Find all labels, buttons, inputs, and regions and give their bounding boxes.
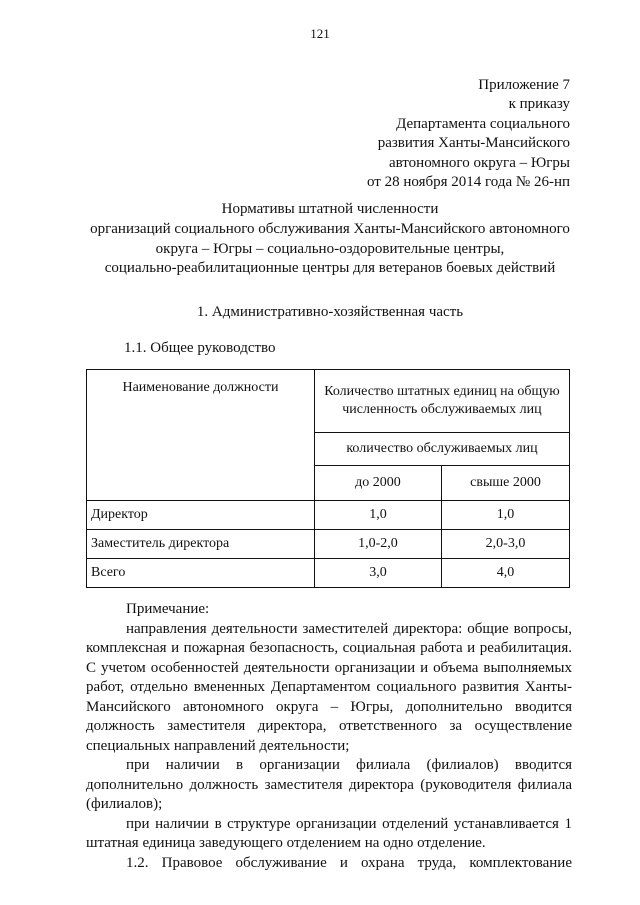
note-paragraph: при наличии в структуре организации отделений устанавливается 1 штатная единица заведующего отделением на одно отделение. — [86, 815, 572, 851]
appendix-line: Приложение 7 — [478, 77, 570, 93]
note-heading: Примечание: — [126, 601, 210, 617]
document-title — [80, 200, 580, 279]
appendix-line: Департамента социального — [396, 115, 570, 132]
row-position: Заместитель директора — [87, 530, 315, 559]
row-value-a: 1,0 — [314, 501, 441, 530]
table-header-row — [87, 370, 570, 433]
next-section-line: 1.2. Правовое обслуживание и охрана труда, комплектование — [126, 854, 572, 871]
row-position: Директор — [87, 501, 315, 530]
table-row — [87, 501, 570, 530]
subsection-heading: 1.1. Общее руководство — [124, 340, 276, 356]
row-value-b: 1,0 — [442, 501, 570, 530]
appendix-block — [367, 76, 570, 192]
appendix-line: от 28 ноября 2014 года № 26-нп — [366, 174, 570, 191]
note-paragraph: при наличии в организации филиала (филиалов) вводится дополнительно должность заместителя директора (руководителя филиала (филиалов); — [86, 757, 572, 812]
header-staff-units: Количество штатных единиц на общую численность обслуживаемых лиц — [314, 370, 569, 433]
appendix-line: к приказу — [508, 96, 570, 113]
title-line: Нормативы штатной численности — [221, 201, 439, 217]
page-number: 121 — [310, 26, 330, 41]
staffing-table — [86, 369, 570, 588]
header-over-2000: свыше 2000 — [442, 466, 570, 501]
row-value-a: 1,0-2,0 — [314, 530, 441, 559]
row-value-b: 2,0-3,0 — [442, 530, 570, 559]
appendix-line: развития Ханты-Мансийского — [377, 135, 570, 152]
header-served-count: количество обслуживаемых лиц — [314, 433, 569, 466]
row-value-a: 3,0 — [314, 559, 441, 588]
note-block — [86, 600, 572, 873]
title-line: социально-реабилитационные центры для ветеранов боевых действий — [104, 260, 556, 277]
section-heading: 1. Административно-хозяйственная часть — [196, 304, 464, 320]
title-line: организаций социального обслуживания Ханты-Мансийского автономного — [90, 220, 570, 237]
title-line: округа – Югры – социально-оздоровительные центры, — [155, 240, 505, 257]
header-position-name: Наименование должности — [87, 370, 315, 501]
header-up-to-2000: до 2000 — [314, 466, 441, 501]
row-position: Всего — [87, 559, 315, 588]
table-row — [87, 559, 570, 588]
table-row — [87, 530, 570, 559]
row-value-b: 4,0 — [442, 559, 570, 588]
appendix-line: автономного округа – Югры — [388, 154, 570, 171]
note-paragraph: направления деятельности заместителей директора: общие вопросы, комплексная и пожарная безопасность, социальная работа и реабилитация. С учетом особенностей деятельности организации и объема выполняемых работ, отдельно вмененных Департаментом социального развития Ханты-Мансийского автономного округа – Югры, дополнительно вводится должность заместителя директора, ответственного за осуществление специальных направлений деятельности; — [86, 620, 572, 754]
